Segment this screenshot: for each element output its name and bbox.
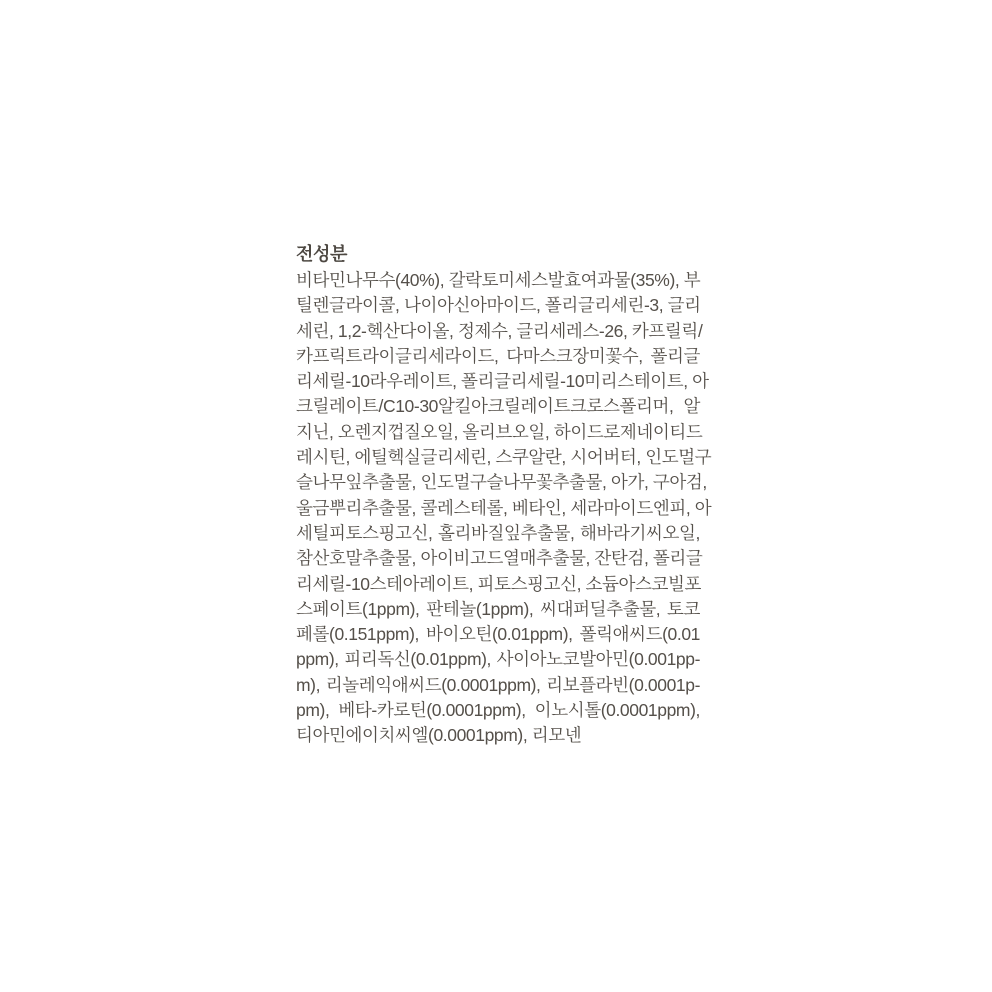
ingredient-line: 크릴레이트/C10-30알킬아크릴레이트크로스폴리머, 알: [296, 396, 700, 417]
ingredient-line: 울금뿌리추출물, 콜레스테롤, 베타인, 세라마이드엔피, 아: [296, 497, 712, 518]
ingredient-line: pm), 베타-카로틴(0.0001ppm), 이노시톨(0.0001ppm),: [296, 700, 700, 721]
ingredients-panel: [296, 241, 712, 749]
ingredient-line: 지닌, 오렌지껍질오일, 올리브오일, 하이드로제네이티드: [296, 421, 703, 442]
ingredients-text-block: [296, 268, 712, 749]
ingredient-line: 페롤(0.151ppm), 바이오틴(0.01ppm), 폴릭애씨드(0.01: [296, 624, 700, 645]
ingredient-line: 세린, 1,2-헥산다이올, 정제수, 글리세레스-26, 카프릴릭/: [296, 320, 703, 341]
ingredient-line: 카프릭트라이글리세라이드, 다마스크장미꽃수, 폴리글: [296, 345, 700, 366]
ingredient-line: 비타민나무수(40%), 갈락토미세스발효여과물(35%), 부: [296, 270, 701, 290]
ingredient-line: m), 리놀레익애씨드(0.0001ppm), 리보플라빈(0.0001p-: [296, 674, 700, 695]
ingredient-line: 틸렌글라이콜, 나이아신아마이드, 폴리글리세린-3, 글리: [296, 295, 701, 316]
ingredient-line: 리세릴-10스테아레이트, 피토스핑고신, 소듐아스코빌포: [296, 573, 702, 594]
ingredient-line: 티아민에이치씨엘(0.0001ppm), 리모넨: [296, 725, 582, 746]
ingredient-line: 스페이트(1ppm), 판테놀(1ppm), 씨대퍼딜추출물, 토코: [296, 598, 700, 619]
ingredient-line: 참산호말추출물, 아이비고드열매추출물, 잔탄검, 폴리글: [296, 548, 703, 569]
ingredient-line: ppm), 피리독신(0.01ppm), 사이아노코발아민(0.001pp-: [296, 649, 700, 670]
ingredient-line: 리세릴-10라우레이트, 폴리글리세릴-10미리스테이트, 아: [296, 371, 709, 392]
ingredients-section-title: 전성분: [296, 244, 347, 264]
ingredient-line: 레시틴, 에틸헥실글리세린, 스쿠알란, 시어버터, 인도멀구: [296, 447, 712, 468]
ingredient-line: 세틸피토스핑고신, 홀리바질잎추출물, 해바라기씨오일,: [296, 522, 700, 543]
ingredient-line: 슬나무잎추출물, 인도멀구슬나무꽃추출물, 아가, 구아검,: [296, 472, 707, 493]
